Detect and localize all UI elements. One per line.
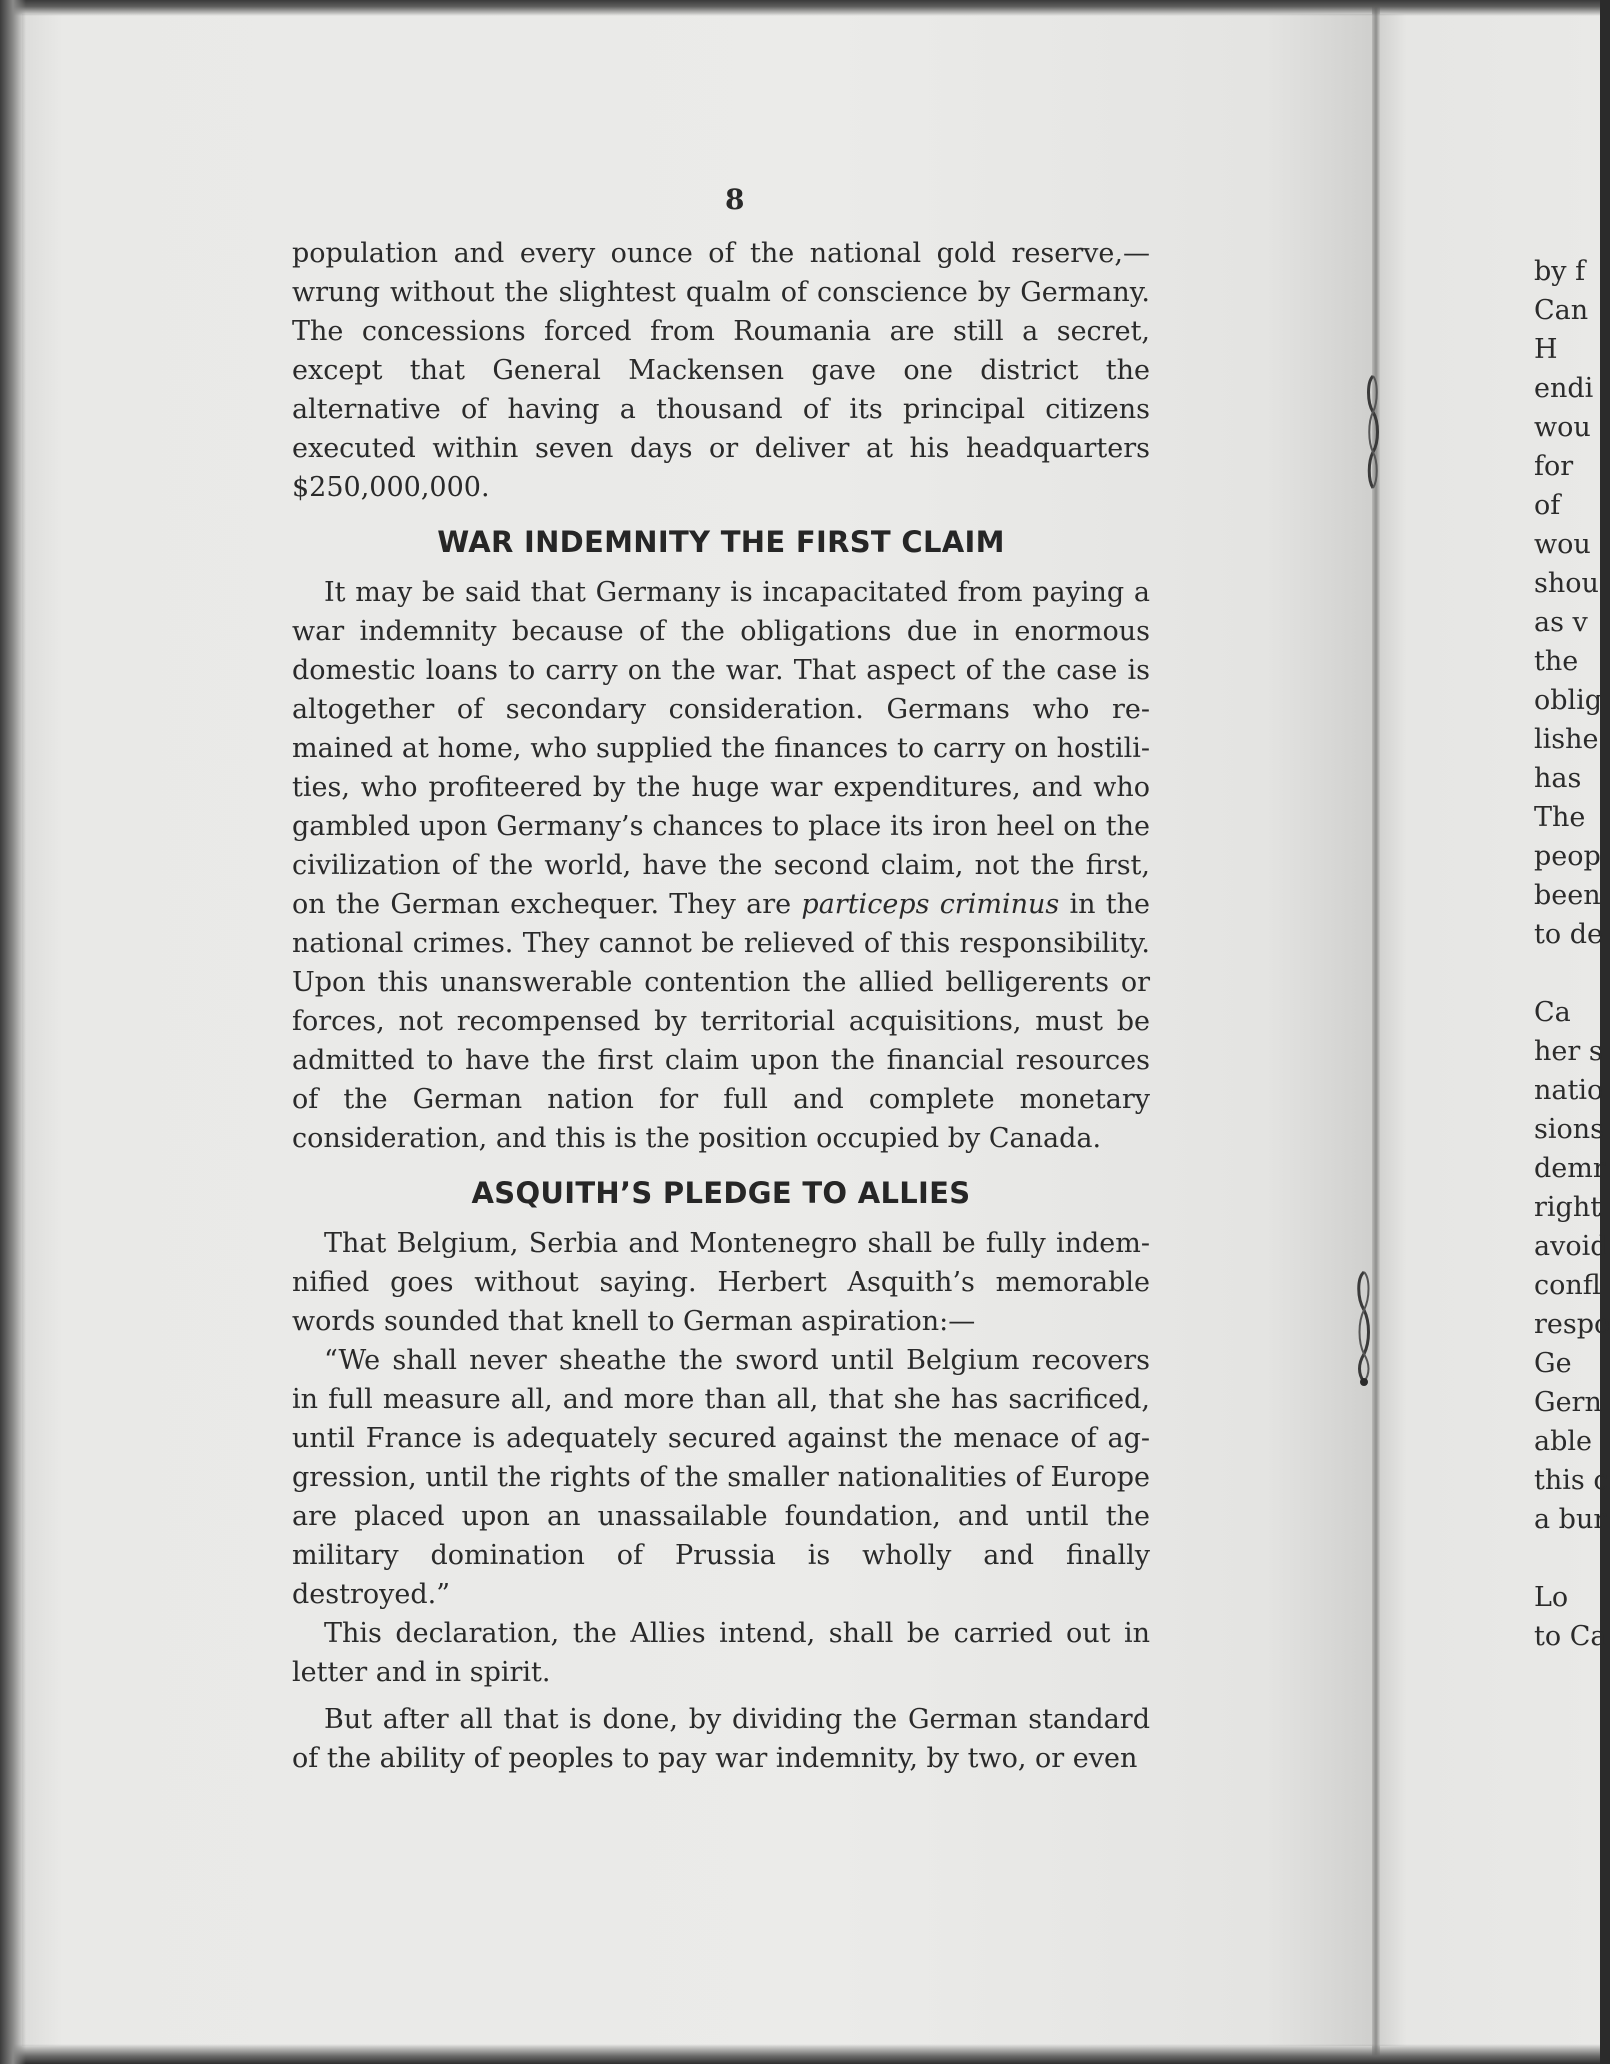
right-page-line: wou <box>1534 412 1591 443</box>
right-page-line: her s <box>1534 1036 1603 1067</box>
right-page-line: been <box>1534 880 1601 911</box>
staple-icon <box>1366 372 1380 492</box>
paragraph-dividing: But after all that is done, by dividing the German standard of the ability of peoples to pay war indemnity, by two, or even <box>292 1704 1150 1774</box>
right-page-line: able <box>1534 1426 1592 1457</box>
left-edge-shadow <box>0 0 26 2064</box>
right-page-line: for <box>1534 451 1574 482</box>
right-page-line: lishe <box>1534 724 1599 755</box>
right-page-line: sions <box>1534 1114 1604 1145</box>
right-page-line: Can <box>1534 295 1589 326</box>
top-edge-shadow <box>0 0 1600 16</box>
right-page-line: to Ca <box>1534 1621 1607 1652</box>
right-page-line: Ge <box>1534 1348 1572 1379</box>
right-page-line: confl <box>1534 1270 1601 1301</box>
paragraph-declaration: This declaration, the Allies intend, shall be carried out in letter and in spirit. <box>292 1618 1150 1688</box>
book-spine <box>1372 0 1380 2064</box>
left-page-text <box>292 234 1150 1778</box>
right-page-line: endi <box>1534 373 1594 404</box>
right-page-text-fragments <box>1534 252 1610 1656</box>
right-page-line: respo <box>1534 1309 1610 1340</box>
right-page-line: avoid <box>1534 1231 1608 1262</box>
right-page-gap <box>1534 954 1600 993</box>
right-page-line: as v <box>1534 607 1588 638</box>
right-page-line: the <box>1534 646 1579 677</box>
paragraph-asquith: That Belgium, Serbia and Montenegro shall be fully indemnified goes without saying. Herbert Asquith’s memorable words sounded that knell to German aspiration:— <box>292 1228 1150 1337</box>
section-heading-asquith-pledge: ASQUITH’S PLEDGE TO ALLIES <box>471 1176 971 1210</box>
staple-icon <box>1354 1268 1368 1388</box>
right-page-line: natio <box>1534 1075 1604 1106</box>
right-page-line: by f <box>1534 256 1586 287</box>
paragraph-text: in the national crimes. They cannot be relieved of this responsibility. Upon this unanswerable contention the allied belligerents or forces, not recompensed by territorial acquisitions, must be admitted to have the first claim upon the financial resources of the German nation for full and complete monetary consideration, and this is the position occupied by Canada. <box>292 889 1150 1154</box>
latin-phrase: particeps criminus <box>801 889 1060 920</box>
right-page-line: The <box>1534 802 1586 833</box>
right-page-line: Gern <box>1534 1387 1602 1418</box>
page-number: 8 <box>725 183 745 216</box>
right-page-gap <box>1534 1539 1600 1578</box>
section-heading-war-indemnity: WAR INDEMNITY THE FIRST CLAIM <box>437 525 1005 559</box>
right-page-line: demr <box>1534 1153 1606 1184</box>
right-page-line: Ca <box>1534 997 1571 1028</box>
right-page-line: Lo <box>1534 1582 1569 1613</box>
right-page-line: oblig <box>1534 685 1603 716</box>
right-page-line: right <box>1534 1192 1602 1223</box>
right-page-line: a bur <box>1534 1504 1607 1535</box>
right-page-line: shou <box>1534 568 1599 599</box>
paragraph-war-indemnity <box>292 573 1150 1158</box>
paragraph-text: It may be said that Germany is incapacitated from paying a war indemnity because of the obligations due in enormous domestic loans to carry on the war. That aspect of the case is altogether of secondary consideration. Germans who remained at home, who supplied the finances to carry on hostilities, who profiteered by the huge war expenditures, and who gambled upon Germany’s chances to place its iron heel on the civilization of the world, have the second claim, not the first, on the German exchequer. They are <box>292 577 1150 920</box>
right-page-line: this c <box>1534 1465 1609 1496</box>
right-page-line: H <box>1534 334 1558 365</box>
right-page-line: to de <box>1534 919 1603 950</box>
right-page-line: of <box>1534 490 1561 521</box>
paragraph-intro: population and every ounce of the national gold reserve,—wrung without the slightest qualm of conscience by Germany. The concessions forced from Roumania are still a secret, except that General Mackensen gave one district the alternative of having a thousand of its principal citizens executed within seven days or deliver at his headquarters $250,000,000. <box>292 238 1150 503</box>
right-page-line: has <box>1534 763 1582 794</box>
asquith-quotation: “We shall never sheathe the sword until Belgium recovers in full measure all, and more than all, that she has sacrificed, until France is adequately secured against the menace of aggression, until the rights of the smaller nationalities of Europe are placed upon an unassailable foundation, and until the military domination of Prussia is wholly and finally destroyed.” <box>292 1345 1150 1610</box>
bottom-edge-shadow <box>0 2044 1600 2064</box>
right-page-line: wou <box>1534 529 1591 560</box>
right-page-line: peop <box>1534 841 1601 872</box>
